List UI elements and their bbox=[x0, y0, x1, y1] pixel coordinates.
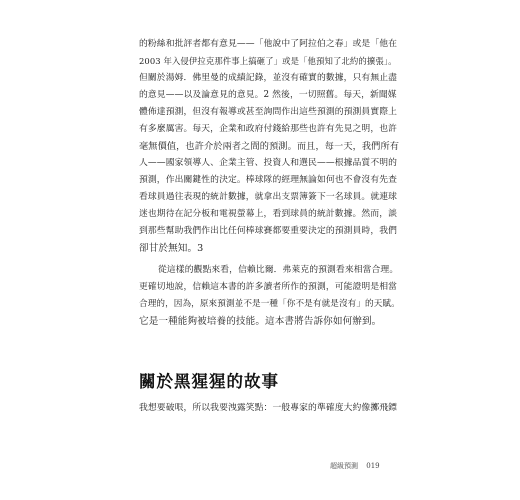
paragraph-3 bbox=[139, 400, 401, 417]
page-number: 019 bbox=[366, 462, 380, 470]
paragraph-2 bbox=[139, 262, 401, 330]
text-line: 2003 年入侵伊拉克那件事上搞砸了」或是「他預知了北約的擴張」。 bbox=[139, 56, 397, 66]
section-heading: 關於黑猩猩的故事 bbox=[139, 372, 279, 391]
text-line: 合理的，因為，原來預測並不是一種「你不是有就是沒有」的天賦。 bbox=[139, 299, 400, 309]
text-line: 體佈達預測，但沒有報導或甚至詢問作出這些預測的預測員實際上 bbox=[139, 107, 398, 117]
text-line: 但關於湯姆．佛里曼的成績記錄，並沒有確實的數據，只有無止盡 bbox=[139, 73, 398, 83]
text-line: 我想要破哏，所以我要洩露笑點：一般專家的準確度大約像擲飛鏢 bbox=[139, 403, 398, 413]
text-line: 從這樣的觀點來看，信賴比爾．弗萊克的預測看來相當合理。 bbox=[158, 265, 399, 275]
running-title: 超級預測 bbox=[330, 462, 358, 470]
text-line: 它是一種能夠被培養的技能。這本書將告訴你如何辦到。 bbox=[139, 316, 382, 327]
text-line: 的意見——以及論意見的意見。2 然後，一切照舊。每天，新聞媒 bbox=[139, 90, 397, 100]
text-line: 到那些幫助我們作出比任何棒球賽都要重要決定的預測員時，我們 bbox=[139, 226, 398, 236]
page-footer bbox=[330, 461, 386, 471]
text-line: 更確切地說，信賴這本書的許多讀者所作的預測，可能證明是相當 bbox=[139, 282, 398, 292]
text-line: 的粉絲和批評者都有意見——「他說中了阿拉伯之春」或是「他在 bbox=[139, 39, 398, 49]
text-line: 毫無價值，也許介於兩者之間的預測。而且，每一天，我們所有 bbox=[139, 141, 400, 152]
text-line: 有多麼厲害。每天，企業和政府付錢給那些也許有先見之明，也許 bbox=[139, 124, 398, 134]
paragraph-1 bbox=[139, 36, 401, 257]
text-line: 預測，作出關鍵性的決定。棒球隊的經理無論如何也不會沒有先查 bbox=[139, 175, 398, 185]
text-line: 迷也期待在記分板和電視螢幕上，看到球員的統計數據。然而，談 bbox=[139, 209, 398, 219]
text-line: 看球員過往表現的統計數據，就拿出支票簿簽下一名球員。就連球 bbox=[139, 192, 398, 202]
text-line: 人——國家領導人、企業主管、投資人和選民——根據品質不明的 bbox=[139, 158, 398, 168]
text-line: 卻甘於無知。3 bbox=[139, 243, 204, 254]
